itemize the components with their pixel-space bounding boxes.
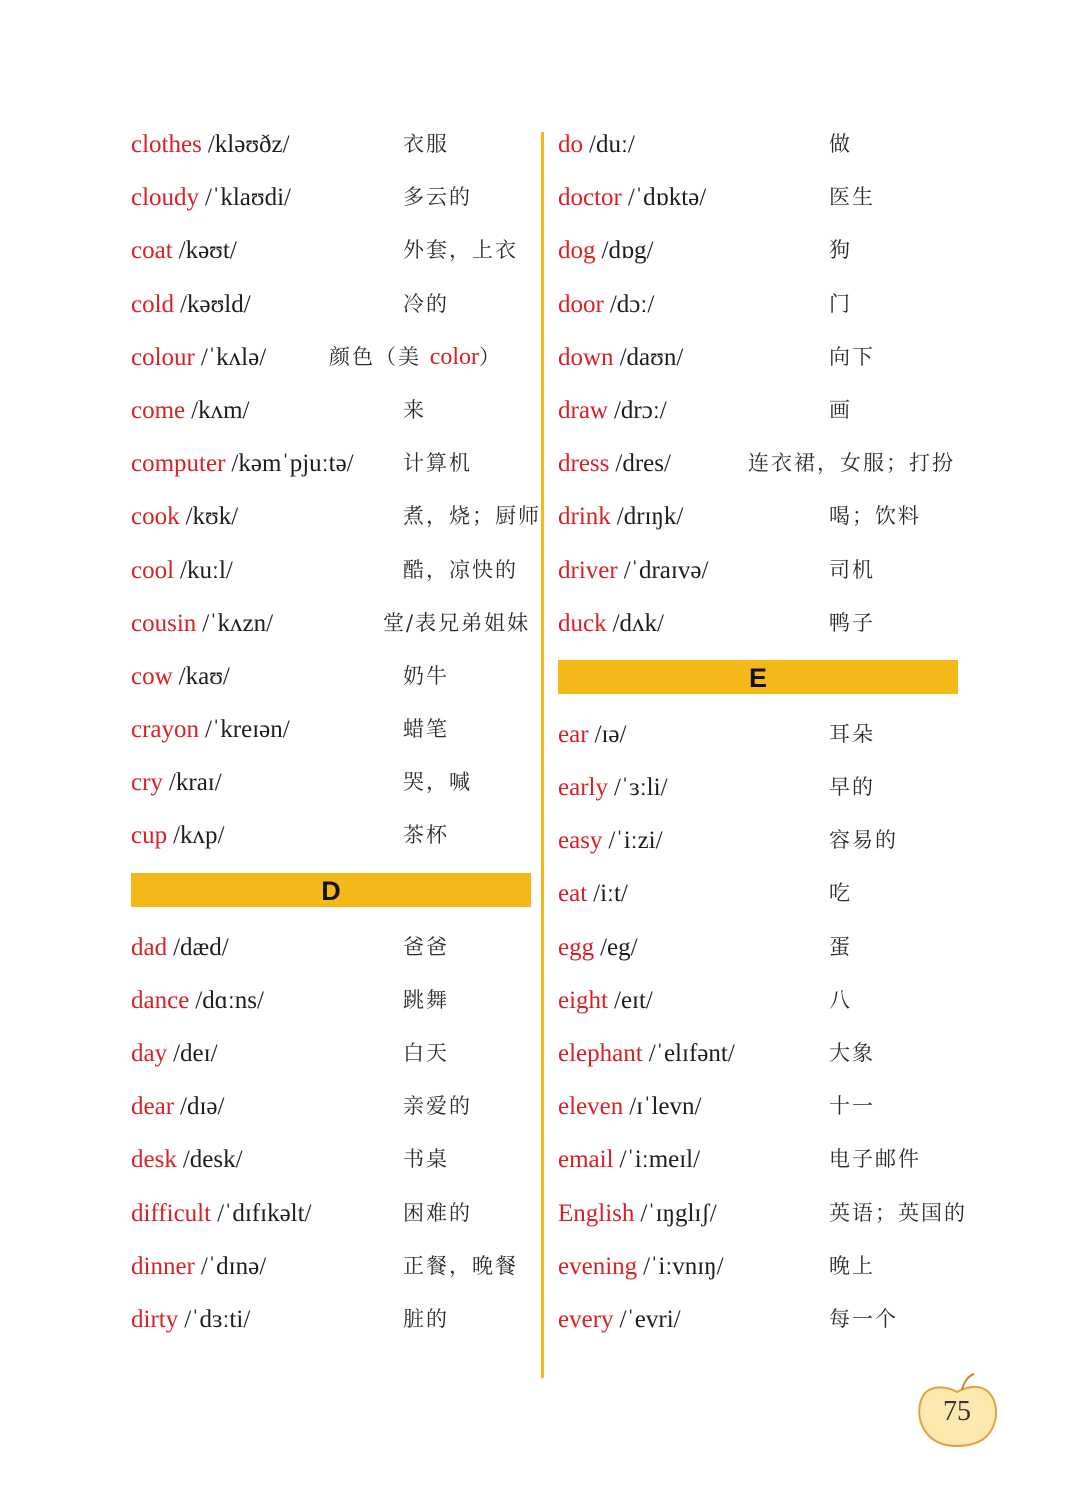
vocab-entry [558,921,958,974]
headword: eleven [558,1093,624,1121]
chinese-meaning [829,171,875,224]
headword: cousin [131,609,197,637]
chinese-meaning [403,1133,449,1186]
vocab-entry [558,171,958,224]
chinese-meaning [403,1080,472,1133]
phonetic: /ˈɪŋglɪʃ/ [640,1199,717,1227]
phonetic: /ˈelɪfənt/ [648,1040,735,1067]
chinese-meaning [829,597,875,650]
phonetic: /kləʊðz/ [207,131,290,158]
headword: eight [558,986,608,1014]
headword: every [558,1305,614,1333]
chinese-meaning [403,1187,472,1240]
chinese-meaning-text: 每一个 [829,1306,898,1331]
headword: door [558,290,604,318]
headword: desk [131,1146,177,1174]
chinese-meaning-text: 亲爱的 [403,1094,472,1119]
phonetic: /kraɪ/ [168,769,222,797]
chinese-meaning-text: 酷，凉快的 [403,557,518,582]
american-spelling: color [429,343,479,370]
phonetic: /ˈdɒktə/ [627,184,707,212]
vocab-entry [558,1027,958,1080]
chinese-meaning [829,1080,875,1133]
chinese-meaning-text: 煮，烧；厨师 [403,504,541,529]
vocab-entry [131,224,531,277]
chinese-meaning-text: 多云的 [403,185,472,210]
headword: cloudy [131,184,200,212]
phonetic: /kuːl/ [180,556,233,584]
vocab-entry [131,1133,531,1186]
vocab-entry [558,1240,958,1293]
headword: email [558,1146,614,1174]
chinese-meaning [403,278,449,331]
headword: cool [131,556,175,584]
chinese-meaning [829,1027,875,1080]
phonetic: /desk/ [182,1146,243,1174]
phonetic: /ˈkreɪən/ [205,716,290,744]
chinese-meaning-text: 做 [829,132,852,156]
headword: do [558,131,583,158]
vocab-entry [131,1240,531,1293]
chinese-meaning [403,756,472,809]
phonetic: /ˈdɪnə/ [200,1252,267,1280]
vocab-entry [131,171,531,224]
vocab-entry [131,331,531,384]
phonetic: /ˈiːvnɪŋ/ [643,1252,724,1280]
chinese-meaning [403,224,518,277]
vocab-entry [558,1293,958,1346]
headword: easy [558,827,603,855]
headword: eat [558,880,588,908]
headword: early [558,774,608,802]
chinese-meaning [403,437,472,490]
chinese-meaning [829,118,852,171]
phonetic: /kʌp/ [173,822,225,850]
chinese-meaning-text: 门 [829,291,852,316]
chinese-meaning-text: 颜色（美 [329,344,430,369]
headword: draw [558,396,608,424]
chinese-meaning-text: 司机 [829,557,875,582]
headword: dance [131,986,190,1014]
vocab-entry [131,650,531,703]
phonetic: /drɔː/ [613,396,667,424]
chinese-meaning [403,118,449,171]
vocab-entry [131,921,531,974]
phonetic: /ˈklaʊdi/ [205,184,291,212]
left-entries-top [131,118,541,863]
vocab-entry [131,1293,531,1346]
chinese-meaning-text: 画 [829,397,852,422]
phonetic: /ɪə/ [594,720,627,748]
vocab-entry [558,1080,958,1133]
chinese-meaning-text: 计算机 [403,451,472,476]
chinese-meaning [403,544,518,597]
chinese-meaning [829,490,921,543]
chinese-meaning-text: 鸭子 [829,610,875,635]
vocab-entry [131,1027,531,1080]
chinese-meaning-text: 耳朵 [829,721,875,746]
section-header-d: D [131,873,531,907]
phonetic: /dʌk/ [612,609,665,637]
right-entries-top [558,118,958,650]
phonetic: /kəmˈpjuːtə/ [231,450,354,478]
headword: driver [558,556,618,584]
chinese-meaning-text: 跳舞 [403,987,449,1012]
right-entries-bottom [558,708,967,1346]
phonetic: /ɪˈlevn/ [629,1093,702,1121]
headword: dad [131,933,168,961]
vocab-entry [131,756,531,809]
chinese-meaning-text: 正餐，晚餐 [403,1253,518,1278]
vocab-entry [131,597,531,650]
chinese-meaning-text: 早的 [829,775,875,800]
phonetic: /drɪŋk/ [616,503,684,531]
chinese-meaning [829,544,875,597]
chinese-meaning-text: 喝；饮料 [829,504,921,529]
headword: egg [558,933,595,961]
headword: cup [131,822,168,850]
phonetic: /ˈdɜːti/ [184,1305,251,1333]
chinese-meaning-text: 哭，喊 [403,770,472,795]
vocab-entry [558,437,958,490]
vocab-entry [131,544,531,597]
chinese-meaning [829,974,852,1027]
phonetic: /dɑːns/ [195,986,264,1014]
phonetic: /dres/ [615,450,671,478]
headword: duck [558,609,607,637]
chinese-meaning [829,814,898,867]
vocab-entry [131,490,541,543]
chinese-meaning [829,1187,967,1240]
phonetic: /ˈiːmeɪl/ [619,1146,701,1174]
phonetic: /dæd/ [173,933,229,961]
chinese-meaning-text: 电子邮件 [829,1147,921,1172]
chinese-meaning [403,809,449,862]
chinese-meaning [829,1133,921,1186]
chinese-meaning-text: 困难的 [403,1200,472,1225]
chinese-meaning [403,921,449,974]
vocab-entry [131,1080,531,1133]
chinese-meaning-text: 茶杯 [403,823,449,848]
chinese-meaning [829,331,875,384]
chinese-meaning-text: 狗 [829,238,852,263]
chinese-meaning [383,597,530,650]
chinese-meaning-text: 八 [829,987,852,1012]
page-number-badge [912,1372,1002,1448]
chinese-meaning [403,384,426,437]
headword: colour [131,343,195,371]
section-header-e: E [558,660,958,694]
chinese-meaning [403,1293,449,1346]
chinese-meaning [829,384,852,437]
headword: dinner [131,1252,195,1280]
vocab-entry [131,384,531,437]
phonetic: /eɪt/ [614,986,653,1014]
headword: ear [558,720,589,748]
chinese-meaning [829,1293,898,1346]
chinese-meaning [748,437,955,490]
chinese-meaning-text: 书桌 [403,1147,449,1172]
headword: dear [131,1093,175,1121]
headword: doctor [558,184,622,212]
headword: clothes [131,131,202,158]
headword: day [131,1040,168,1067]
chinese-meaning [829,224,852,277]
phonetic: /ˈɜːli/ [613,774,668,802]
chinese-meaning [829,708,875,761]
chinese-meaning [403,650,449,703]
chinese-meaning-text: 堂/表兄弟姐妹 [383,610,531,635]
chinese-meaning-text: 医生 [829,185,875,210]
chinese-meaning-text: 来 [403,397,426,422]
phonetic: /kʊk/ [185,503,239,531]
phonetic: /dɒg/ [601,237,654,265]
vocab-entry [558,278,958,331]
phonetic: /ˈiːzi/ [608,827,663,855]
vocab-entry [558,331,958,384]
chinese-meaning-text: 蜡笔 [403,717,449,742]
phonetic: /kʌm/ [191,396,250,424]
phonetic: /kəʊld/ [180,290,251,318]
chinese-meaning [403,171,472,224]
chinese-meaning-text: 大象 [829,1041,875,1065]
headword: drink [558,503,611,531]
vocab-entry [558,1187,967,1240]
chinese-meaning [403,703,449,756]
chinese-meaning [403,1027,449,1080]
headword: computer [131,450,226,478]
headword: cow [131,662,173,690]
vocab-entry [558,708,958,761]
vocab-entry [558,597,958,650]
phonetic: /dɪə/ [180,1093,225,1121]
vocab-entry [131,809,531,862]
vocab-entry [558,118,958,171]
vocab-entry [558,384,958,437]
chinese-meaning-text: 十一 [829,1094,875,1119]
vocab-entry [558,761,958,814]
vocab-entry [131,703,531,756]
column-divider [541,132,544,1378]
vocab-entry [131,974,531,1027]
left-entries-bottom [131,921,531,1347]
headword: crayon [131,716,200,744]
vocab-entry [131,437,531,490]
chinese-meaning-text: 冷的 [403,291,449,316]
headword: cry [131,769,163,797]
vocab-entry [558,224,958,277]
headword: dress [558,450,610,478]
chinese-meaning-text: 奶牛 [403,663,449,688]
headword: down [558,343,614,371]
phonetic: /ˈevri/ [619,1305,681,1333]
headword: coat [131,237,173,265]
vocab-entry [131,1187,531,1240]
phonetic: /duː/ [589,131,635,158]
vocab-entry [558,1133,958,1186]
phonetic: /kaʊ/ [178,662,230,690]
chinese-meaning-text: 爸爸 [403,934,449,959]
vocab-entry [558,814,958,867]
chinese-meaning [829,278,852,331]
phonetic: /dɔː/ [609,290,655,318]
chinese-meaning-text: 容易的 [829,828,898,853]
chinese-meaning [829,921,852,974]
chinese-meaning-text: 向下 [829,344,875,369]
chinese-meaning-text: 白天 [403,1041,449,1065]
vocab-entry [131,118,531,171]
chinese-meaning [829,761,875,814]
chinese-meaning-text: 外套，上衣 [403,238,518,263]
chinese-meaning-text: 晚上 [829,1253,875,1278]
left-column [131,118,541,1346]
chinese-meaning-text: 吃 [829,881,852,906]
headword: elephant [558,1040,643,1067]
phonetic: /ˈkʌlə/ [200,343,267,371]
chinese-meaning [829,867,852,920]
chinese-meaning [403,974,449,1027]
chinese-meaning [403,490,541,543]
vocab-entry [558,867,958,920]
chinese-meaning-text: 英语；英国的 [829,1200,967,1225]
vocab-entry [558,490,958,543]
headword: come [131,396,186,424]
vocab-entry [558,544,958,597]
headword: difficult [131,1199,212,1227]
chinese-meaning-text: 连衣裙，女服；打扮 [748,451,955,476]
headword: cook [131,503,180,531]
headword: dog [558,237,596,265]
right-column [558,118,967,1346]
headword: cold [131,290,175,318]
page-number: 75 [943,1396,971,1427]
phonetic: /ˈdɪfɪkəlt/ [217,1199,312,1227]
phonetic: /ˈdraɪvə/ [623,556,709,584]
headword: English [558,1199,635,1227]
phonetic: /deɪ/ [173,1040,218,1067]
phonetic: /iːt/ [593,880,628,908]
chinese-meaning [829,1240,875,1293]
chinese-meaning [403,1240,518,1293]
chinese-meaning-text: 脏的 [403,1306,449,1331]
chinese-meaning-text: 蛋 [829,934,852,959]
vocab-entry [131,278,531,331]
phonetic: /daʊn/ [619,343,684,371]
phonetic: /kəʊt/ [178,237,237,265]
chinese-meaning-tail: ） [479,344,502,369]
headword: dirty [131,1305,179,1333]
phonetic: /ˈkʌzn/ [202,609,274,637]
phonetic: /eg/ [600,933,638,961]
vocab-entry [558,974,958,1027]
headword: evening [558,1252,638,1280]
chinese-meaning [329,331,502,384]
chinese-meaning-text: 衣服 [403,132,449,156]
